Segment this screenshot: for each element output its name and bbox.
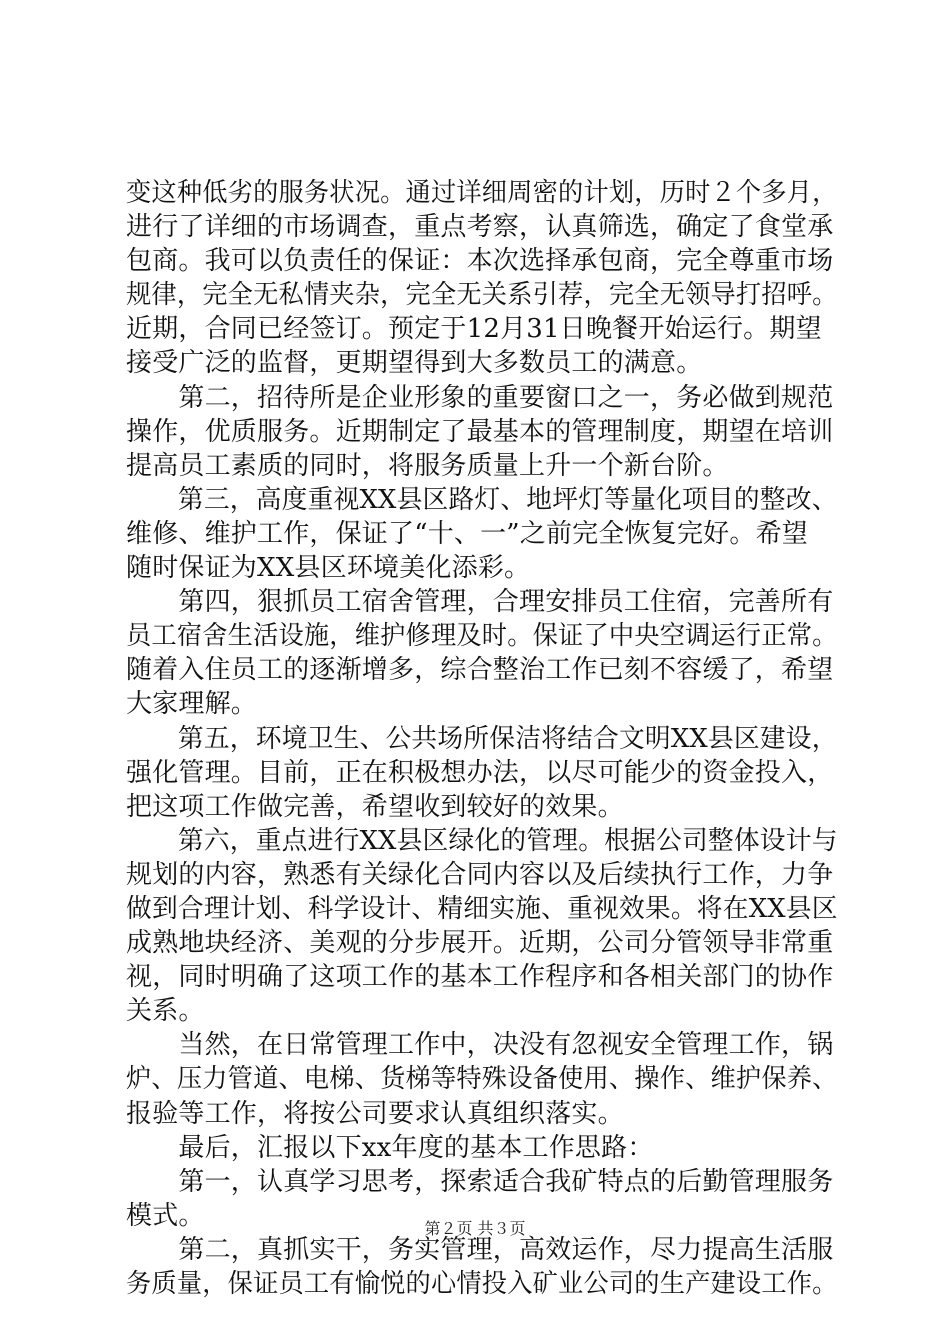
text-line: 务质量，保证员工有愉悦的心情投入矿业公司的生产建设工作。 (126, 1269, 838, 1299)
text-line: 炉、压力管道、电梯、货梯等特殊设备使用、操作、维护保养、 (126, 1064, 838, 1095)
text-line: 大家理解。 (126, 689, 258, 720)
text-line: 维修、维护工作，保证了“十、一”之前完全恢复完好。希望 (126, 518, 808, 549)
text-line: 报验等工作，将按公司要求认真组织落实。 (126, 1098, 624, 1129)
text-line: 第二，招待所是企业形象的重要窗口之一，务必做到规范 (126, 382, 834, 413)
text-line: 做到合理计划、科学设计、精细实施、重视效果。将在XX县区 (126, 893, 838, 924)
text-line: 随时保证为XX县区环境美化添彩。 (126, 553, 531, 584)
text-line: 随着入住员工的逐渐增多，综合整治工作已刻不容缓了，希望 (126, 655, 834, 686)
text-line: 规划的内容，熟悉有关绿化合同内容以及后续执行工作，力争 (126, 859, 834, 890)
text-line: 变这种低劣的服务状况。通过详细周密的计划，历时２个多月， (126, 178, 838, 208)
text-line: 第三，高度重视XX县区路灯、地坪灯等量化项目的整改、 (126, 484, 838, 515)
page-footer: 第２页 共３页 (424, 1219, 526, 1238)
text-line: 把这项工作做完善，希望收到较好的效果。 (126, 791, 624, 822)
text-line: 成熟地块经济、美观的分步展开。近期，公司分管领导非常重 (126, 928, 834, 959)
text-line: 关系。 (126, 996, 205, 1027)
document-body (126, 176, 838, 1301)
text-line: 提高员工素质的同时，将服务质量上升一个新台阶。 (126, 450, 729, 481)
text-line: 第四，狠抓员工宿舍管理，合理安排员工住宿，完善所有 (126, 587, 834, 618)
text-line: 进行了详细的市场调查，重点考察，认真筛选，确定了食堂承 (126, 212, 834, 243)
text-line: 第二，真抓实干，务实管理，高效运作，尽力提高生活服 (126, 1234, 834, 1265)
text-line: 操作，优质服务。近期制定了最基本的管理制度，期望在培训 (126, 416, 834, 447)
text-line: 第一，认真学习思考，探索适合我矿特点的后勤管理服务 (126, 1166, 834, 1197)
text-line: 第五，环境卫生、公共场所保洁将结合文明XX县区建设， (126, 723, 838, 754)
text-line: 接受广泛的监督，更期望得到大多数员工的满意。 (126, 348, 703, 379)
text-line: 强化管理。目前，正在积极想办法，以尽可能少的资金投入， (126, 757, 834, 788)
text-line: 员工宿舍生活设施，维护修理及时。保证了中央空调运行正常。 (126, 621, 838, 652)
text-line: 近期，合同已经签订。预定于12月31日晚餐开始运行。期望 (126, 314, 822, 345)
text-line: 第六，重点进行XX县区绿化的管理。根据公司整体设计与 (126, 825, 838, 856)
text-line: 包商。我可以负责任的保证：本次选择承包商，完全尊重市场 (126, 246, 834, 277)
text-line: 规律，完全无私情夹杂，完全无关系引荐，完全无领导打招呼。 (126, 280, 838, 311)
text-line: 当然，在日常管理工作中，决没有忽视安全管理工作，锅 (126, 1030, 834, 1061)
text-line: 视，同时明确了这项工作的基本工作程序和各相关部门的协作 (126, 962, 834, 993)
text-line: 最后，汇报以下xx年度的基本工作思路： (126, 1132, 654, 1163)
text-line: 模式。 (126, 1200, 205, 1231)
